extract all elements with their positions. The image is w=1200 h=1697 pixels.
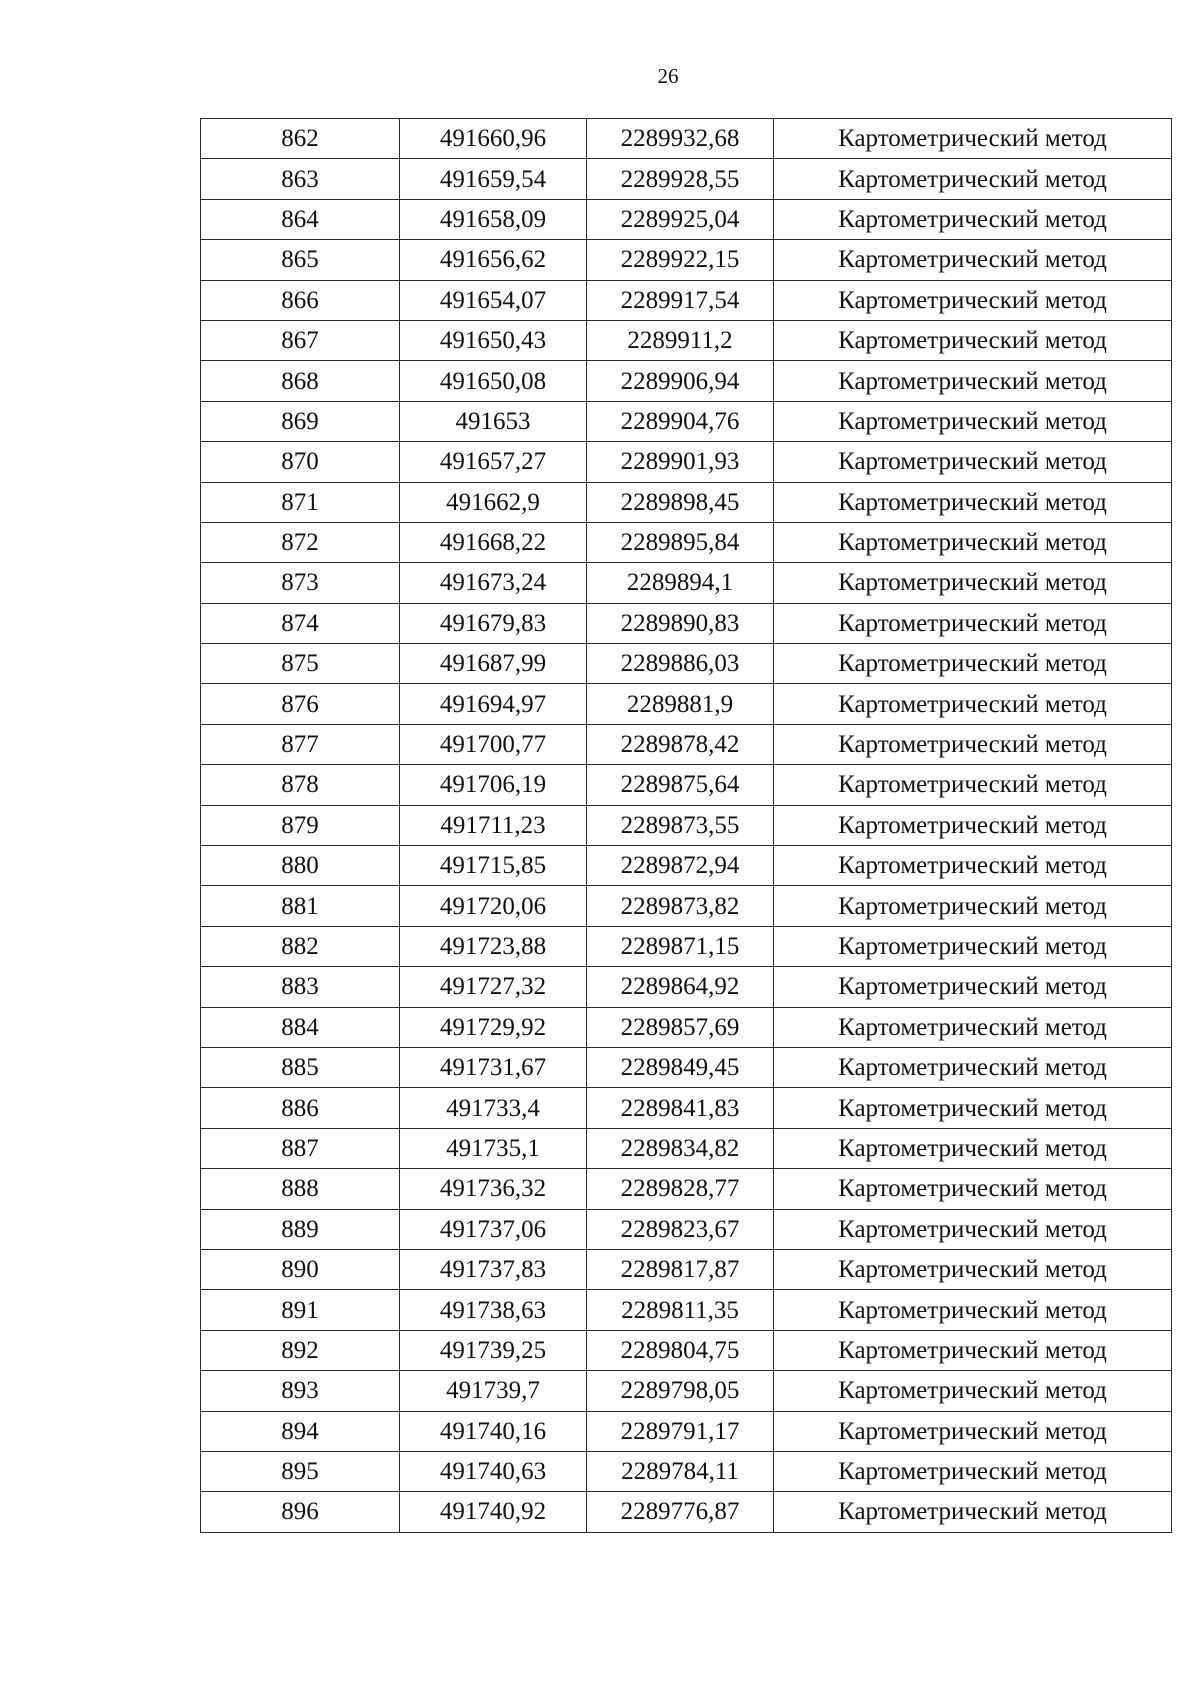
table-row bbox=[201, 482, 1172, 522]
method-cell: Картометрический метод bbox=[774, 1330, 1172, 1370]
point-number-cell: 888 bbox=[201, 1169, 400, 1209]
y-coordinate-cell: 2289875,64 bbox=[587, 765, 774, 805]
x-coordinate-cell: 491653 bbox=[400, 401, 587, 441]
table-row bbox=[201, 401, 1172, 441]
table-row bbox=[201, 684, 1172, 724]
method-cell: Картометрический метод bbox=[774, 644, 1172, 684]
point-number-cell: 870 bbox=[201, 442, 400, 482]
y-coordinate-cell: 2289873,82 bbox=[587, 886, 774, 926]
table-row bbox=[201, 1411, 1172, 1451]
x-coordinate-cell: 491657,27 bbox=[400, 442, 587, 482]
x-coordinate-cell: 491737,83 bbox=[400, 1249, 587, 1289]
y-coordinate-cell: 2289894,1 bbox=[587, 563, 774, 603]
method-cell: Картометрический метод bbox=[774, 1451, 1172, 1491]
y-coordinate-cell: 2289857,69 bbox=[587, 1007, 774, 1047]
table-row bbox=[201, 119, 1172, 159]
y-coordinate-cell: 2289873,55 bbox=[587, 805, 774, 845]
point-number-cell: 866 bbox=[201, 280, 400, 320]
point-number-cell: 884 bbox=[201, 1007, 400, 1047]
y-coordinate-cell: 2289784,11 bbox=[587, 1451, 774, 1491]
method-cell: Картометрический метод bbox=[774, 1290, 1172, 1330]
page-number-text: 26 bbox=[657, 64, 679, 88]
y-coordinate-cell: 2289901,93 bbox=[587, 442, 774, 482]
x-coordinate-cell: 491668,22 bbox=[400, 522, 587, 562]
method-cell: Картометрический метод bbox=[774, 1249, 1172, 1289]
point-number-cell: 869 bbox=[201, 401, 400, 441]
y-coordinate-cell: 2289928,55 bbox=[587, 159, 774, 199]
point-number-cell: 867 bbox=[201, 320, 400, 360]
y-coordinate-cell: 2289881,9 bbox=[587, 684, 774, 724]
x-coordinate-cell: 491656,62 bbox=[400, 240, 587, 280]
y-coordinate-cell: 2289925,04 bbox=[587, 199, 774, 239]
x-coordinate-cell: 491740,92 bbox=[400, 1492, 587, 1532]
method-cell: Картометрический метод bbox=[774, 482, 1172, 522]
method-cell: Картометрический метод bbox=[774, 603, 1172, 643]
table-row bbox=[201, 846, 1172, 886]
method-cell: Картометрический метод bbox=[774, 522, 1172, 562]
coordinates-table-body bbox=[201, 119, 1172, 1533]
x-coordinate-cell: 491711,23 bbox=[400, 805, 587, 845]
method-cell: Картометрический метод bbox=[774, 1411, 1172, 1451]
table-row bbox=[201, 199, 1172, 239]
point-number-cell: 886 bbox=[201, 1088, 400, 1128]
y-coordinate-cell: 2289904,76 bbox=[587, 401, 774, 441]
method-cell: Картометрический метод bbox=[774, 240, 1172, 280]
method-cell: Картометрический метод bbox=[774, 1169, 1172, 1209]
table-row bbox=[201, 805, 1172, 845]
table-row bbox=[201, 522, 1172, 562]
table-row bbox=[201, 1128, 1172, 1168]
table-row bbox=[201, 1371, 1172, 1411]
point-number-cell: 877 bbox=[201, 724, 400, 764]
table-row bbox=[201, 442, 1172, 482]
point-number-cell: 881 bbox=[201, 886, 400, 926]
method-cell: Картометрический метод bbox=[774, 926, 1172, 966]
point-number-cell: 876 bbox=[201, 684, 400, 724]
x-coordinate-cell: 491662,9 bbox=[400, 482, 587, 522]
x-coordinate-cell: 491720,06 bbox=[400, 886, 587, 926]
method-cell: Картометрический метод bbox=[774, 1047, 1172, 1087]
y-coordinate-cell: 2289871,15 bbox=[587, 926, 774, 966]
y-coordinate-cell: 2289849,45 bbox=[587, 1047, 774, 1087]
table-row bbox=[201, 926, 1172, 966]
table-row bbox=[201, 1047, 1172, 1087]
y-coordinate-cell: 2289895,84 bbox=[587, 522, 774, 562]
method-cell: Картометрический метод bbox=[774, 199, 1172, 239]
method-cell: Картометрический метод bbox=[774, 1371, 1172, 1411]
point-number-cell: 896 bbox=[201, 1492, 400, 1532]
method-cell: Картометрический метод bbox=[774, 1209, 1172, 1249]
point-number-cell: 894 bbox=[201, 1411, 400, 1451]
method-cell: Картометрический метод bbox=[774, 1007, 1172, 1047]
x-coordinate-cell: 491735,1 bbox=[400, 1128, 587, 1168]
point-number-cell: 892 bbox=[201, 1330, 400, 1370]
point-number-cell: 863 bbox=[201, 159, 400, 199]
method-cell: Картометрический метод bbox=[774, 805, 1172, 845]
point-number-cell: 879 bbox=[201, 805, 400, 845]
y-coordinate-cell: 2289864,92 bbox=[587, 967, 774, 1007]
table-row bbox=[201, 361, 1172, 401]
y-coordinate-cell: 2289898,45 bbox=[587, 482, 774, 522]
method-cell: Картометрический метод bbox=[774, 280, 1172, 320]
table-row bbox=[201, 320, 1172, 360]
x-coordinate-cell: 491727,32 bbox=[400, 967, 587, 1007]
point-number-cell: 880 bbox=[201, 846, 400, 886]
y-coordinate-cell: 2289890,83 bbox=[587, 603, 774, 643]
coordinates-table bbox=[200, 118, 1172, 1533]
x-coordinate-cell: 491660,96 bbox=[400, 119, 587, 159]
table-row bbox=[201, 159, 1172, 199]
x-coordinate-cell: 491650,43 bbox=[400, 320, 587, 360]
point-number-cell: 873 bbox=[201, 563, 400, 603]
method-cell: Картометрический метод bbox=[774, 1088, 1172, 1128]
y-coordinate-cell: 2289791,17 bbox=[587, 1411, 774, 1451]
point-number-cell: 882 bbox=[201, 926, 400, 966]
y-coordinate-cell: 2289886,03 bbox=[587, 644, 774, 684]
point-number-cell: 885 bbox=[201, 1047, 400, 1087]
point-number-cell: 889 bbox=[201, 1209, 400, 1249]
y-coordinate-cell: 2289804,75 bbox=[587, 1330, 774, 1370]
method-cell: Картометрический метод bbox=[774, 1128, 1172, 1168]
method-cell: Картометрический метод bbox=[774, 684, 1172, 724]
y-coordinate-cell: 2289917,54 bbox=[587, 280, 774, 320]
table-row bbox=[201, 1492, 1172, 1532]
point-number-cell: 878 bbox=[201, 765, 400, 805]
point-number-cell: 875 bbox=[201, 644, 400, 684]
table-row bbox=[201, 967, 1172, 1007]
point-number-cell: 868 bbox=[201, 361, 400, 401]
point-number-cell: 890 bbox=[201, 1249, 400, 1289]
x-coordinate-cell: 491700,77 bbox=[400, 724, 587, 764]
x-coordinate-cell: 491673,24 bbox=[400, 563, 587, 603]
point-number-cell: 891 bbox=[201, 1290, 400, 1330]
table-row bbox=[201, 724, 1172, 764]
x-coordinate-cell: 491723,88 bbox=[400, 926, 587, 966]
table-row bbox=[201, 1169, 1172, 1209]
x-coordinate-cell: 491729,92 bbox=[400, 1007, 587, 1047]
x-coordinate-cell: 491736,32 bbox=[400, 1169, 587, 1209]
point-number-cell: 895 bbox=[201, 1451, 400, 1491]
x-coordinate-cell: 491654,07 bbox=[400, 280, 587, 320]
x-coordinate-cell: 491740,16 bbox=[400, 1411, 587, 1451]
x-coordinate-cell: 491658,09 bbox=[400, 199, 587, 239]
y-coordinate-cell: 2289906,94 bbox=[587, 361, 774, 401]
method-cell: Картометрический метод bbox=[774, 846, 1172, 886]
method-cell: Картометрический метод bbox=[774, 119, 1172, 159]
x-coordinate-cell: 491659,54 bbox=[400, 159, 587, 199]
point-number-cell: 864 bbox=[201, 199, 400, 239]
y-coordinate-cell: 2289811,35 bbox=[587, 1290, 774, 1330]
y-coordinate-cell: 2289911,2 bbox=[587, 320, 774, 360]
x-coordinate-cell: 491737,06 bbox=[400, 1209, 587, 1249]
y-coordinate-cell: 2289834,82 bbox=[587, 1128, 774, 1168]
y-coordinate-cell: 2289798,05 bbox=[587, 1371, 774, 1411]
table-row bbox=[201, 603, 1172, 643]
table-row bbox=[201, 1290, 1172, 1330]
table-row bbox=[201, 240, 1172, 280]
point-number-cell: 871 bbox=[201, 482, 400, 522]
point-number-cell: 874 bbox=[201, 603, 400, 643]
y-coordinate-cell: 2289823,67 bbox=[587, 1209, 774, 1249]
x-coordinate-cell: 491739,7 bbox=[400, 1371, 587, 1411]
method-cell: Картометрический метод bbox=[774, 442, 1172, 482]
y-coordinate-cell: 2289776,87 bbox=[587, 1492, 774, 1532]
x-coordinate-cell: 491731,67 bbox=[400, 1047, 587, 1087]
method-cell: Картометрический метод bbox=[774, 765, 1172, 805]
point-number-cell: 883 bbox=[201, 967, 400, 1007]
y-coordinate-cell: 2289872,94 bbox=[587, 846, 774, 886]
y-coordinate-cell: 2289828,77 bbox=[587, 1169, 774, 1209]
y-coordinate-cell: 2289878,42 bbox=[587, 724, 774, 764]
table-row bbox=[201, 1209, 1172, 1249]
method-cell: Картометрический метод bbox=[774, 159, 1172, 199]
x-coordinate-cell: 491733,4 bbox=[400, 1088, 587, 1128]
x-coordinate-cell: 491679,83 bbox=[400, 603, 587, 643]
method-cell: Картометрический метод bbox=[774, 320, 1172, 360]
table-row bbox=[201, 1330, 1172, 1370]
y-coordinate-cell: 2289841,83 bbox=[587, 1088, 774, 1128]
table-row bbox=[201, 765, 1172, 805]
page-number bbox=[0, 64, 1200, 89]
table-row bbox=[201, 280, 1172, 320]
y-coordinate-cell: 2289932,68 bbox=[587, 119, 774, 159]
point-number-cell: 893 bbox=[201, 1371, 400, 1411]
x-coordinate-cell: 491687,99 bbox=[400, 644, 587, 684]
table-row bbox=[201, 886, 1172, 926]
method-cell: Картометрический метод bbox=[774, 361, 1172, 401]
method-cell: Картометрический метод bbox=[774, 563, 1172, 603]
x-coordinate-cell: 491740,63 bbox=[400, 1451, 587, 1491]
table-row bbox=[201, 1088, 1172, 1128]
method-cell: Картометрический метод bbox=[774, 401, 1172, 441]
table-row bbox=[201, 644, 1172, 684]
point-number-cell: 887 bbox=[201, 1128, 400, 1168]
point-number-cell: 862 bbox=[201, 119, 400, 159]
table-row bbox=[201, 563, 1172, 603]
x-coordinate-cell: 491739,25 bbox=[400, 1330, 587, 1370]
x-coordinate-cell: 491715,85 bbox=[400, 846, 587, 886]
method-cell: Картометрический метод bbox=[774, 886, 1172, 926]
table-row bbox=[201, 1007, 1172, 1047]
method-cell: Картометрический метод bbox=[774, 967, 1172, 1007]
y-coordinate-cell: 2289922,15 bbox=[587, 240, 774, 280]
table-row bbox=[201, 1451, 1172, 1491]
x-coordinate-cell: 491706,19 bbox=[400, 765, 587, 805]
x-coordinate-cell: 491650,08 bbox=[400, 361, 587, 401]
y-coordinate-cell: 2289817,87 bbox=[587, 1249, 774, 1289]
point-number-cell: 865 bbox=[201, 240, 400, 280]
point-number-cell: 872 bbox=[201, 522, 400, 562]
method-cell: Картометрический метод bbox=[774, 1492, 1172, 1532]
table-row bbox=[201, 1249, 1172, 1289]
x-coordinate-cell: 491738,63 bbox=[400, 1290, 587, 1330]
x-coordinate-cell: 491694,97 bbox=[400, 684, 587, 724]
method-cell: Картометрический метод bbox=[774, 724, 1172, 764]
